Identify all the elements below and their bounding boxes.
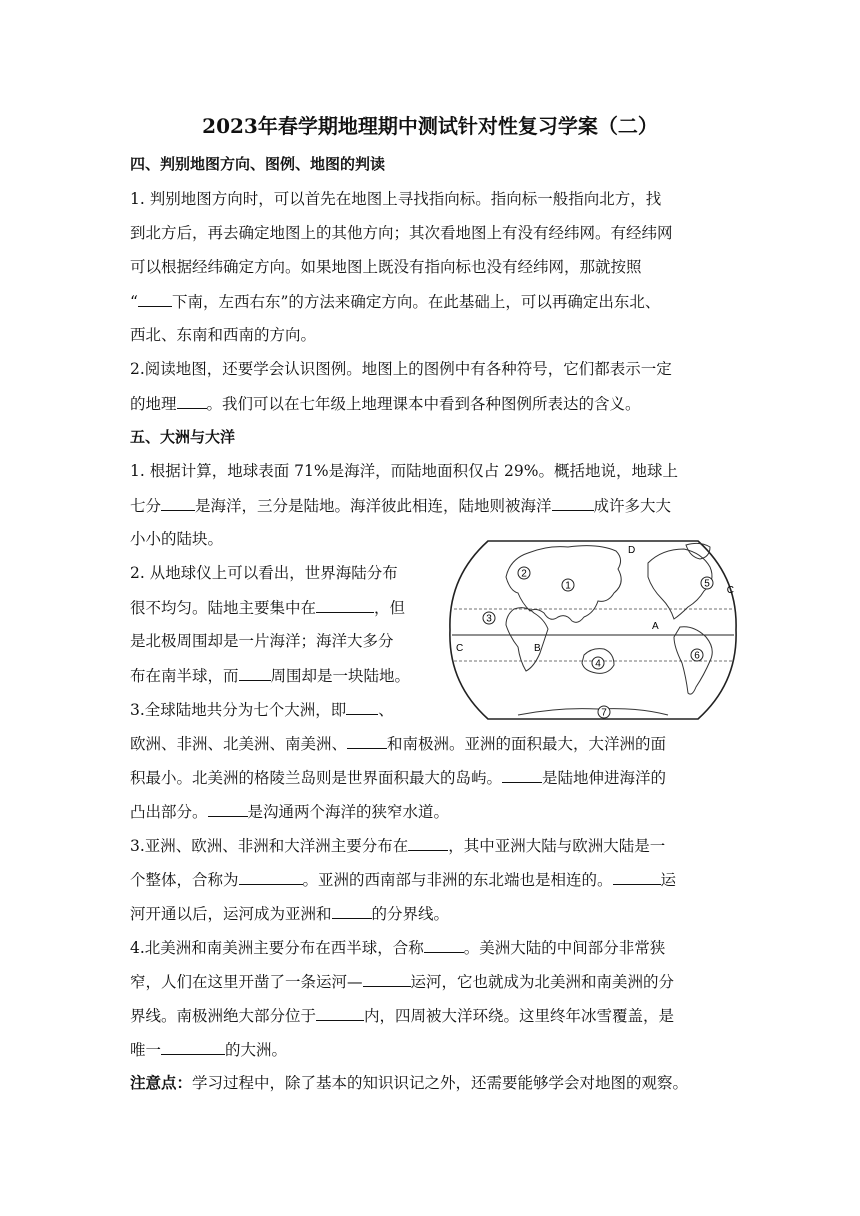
answer-blank[interactable] <box>316 1004 364 1021</box>
text: 和南极洲。亚洲的面积最大，大洋洲的面 <box>387 735 667 753</box>
marker-7-label: 7 <box>601 707 607 719</box>
marker-3 <box>483 612 495 625</box>
marker-2-label: 2 <box>521 568 527 580</box>
answer-blank[interactable] <box>424 936 464 953</box>
s4-p1-line3: 可以根据经纬确定方向。如果地图上既没有指向标也没有经纬网，那就按照 <box>130 258 642 276</box>
marker-7 <box>598 706 610 719</box>
label-C-right: C <box>726 585 734 596</box>
answer-blank[interactable] <box>363 970 411 987</box>
marker-5-label: 5 <box>704 578 710 590</box>
text: 欧洲、非洲、北美洲、南美洲、 <box>130 735 348 753</box>
marker-5 <box>701 577 713 590</box>
marker-1-label: 1 <box>565 580 571 592</box>
text: 的分界线。 <box>371 905 450 923</box>
answer-blank[interactable] <box>177 392 207 409</box>
marker-2 <box>518 567 530 580</box>
s5-p3-line1 <box>130 698 394 721</box>
text: 运 <box>660 871 677 889</box>
text: 、 <box>378 701 394 719</box>
s5-p4-line2 <box>130 868 676 891</box>
s4-p2-line1: 2.阅读地图，还要学会认识图例。地图上的图例中有各种符号，它们都表示一定 <box>130 360 672 378</box>
text: 窄，人们在这里开凿了一条运河— <box>130 973 363 991</box>
answer-blank[interactable] <box>408 834 448 851</box>
answer-blank[interactable] <box>346 698 378 715</box>
text: 河开通以后，运河成为亚洲和 <box>130 905 332 923</box>
label-A: A <box>652 621 659 632</box>
s4-p1-line4 <box>130 290 660 313</box>
marker-6-label: 6 <box>694 650 700 662</box>
text: 唯一 <box>130 1041 162 1059</box>
label-D: D <box>628 545 636 556</box>
text: 的地理 <box>130 395 177 413</box>
text: 布在南半球，而 <box>130 667 239 685</box>
text: ，但 <box>374 599 406 617</box>
text: 3.亚洲、欧洲、非洲和大洋洲主要分布在 <box>130 837 409 855</box>
s5-p5-line4 <box>130 1038 287 1061</box>
text: 的大洲。 <box>225 1041 288 1059</box>
s5-p1-line1: 1. 根据计算，地球表面 71%是海洋，而陆地面积仅占 29%。概括地说，地球上 <box>130 462 678 480</box>
text: 。亚洲的西南部与非洲的东北端也是相连的。 <box>302 871 613 889</box>
s5-p2-line3: 是北极周围却是一片海洋；海洋大多分 <box>130 632 394 650</box>
answer-blank[interactable] <box>552 494 594 511</box>
text: 凸出部分。 <box>130 803 208 821</box>
answer-blank[interactable] <box>138 290 172 307</box>
s5-p5-line2 <box>130 970 674 993</box>
s4-p1-line1: 1. 判别地图方向时，可以首先在地图上寻找指向标。指向标一般指向北方，找 <box>130 190 662 208</box>
page-title: 2023年春学期地理期中测试针对性复习学案（二） <box>202 114 658 138</box>
answer-blank[interactable] <box>502 766 542 783</box>
answer-blank[interactable] <box>161 494 195 511</box>
answer-blank[interactable] <box>316 596 374 613</box>
s5-p3-line4 <box>130 800 449 823</box>
note-text: 学习过程中，除了基本的知识识记之外，还需要能够学会对地图的观察。 <box>192 1074 689 1092</box>
s5-p1-line3: 小小的陆块。 <box>130 530 224 548</box>
note-label: 注意点： <box>130 1074 193 1092</box>
text: 3.全球陆地共分为七个大洲，即 <box>130 701 347 719</box>
text: 积最小。北美洲的格陵兰岛则是世界面积最大的岛屿。 <box>130 769 503 787</box>
answer-blank[interactable] <box>613 868 661 885</box>
text: 下南，左西右东”的方法来确定方向。在此基础上，可以再确定出东北、 <box>171 293 661 311</box>
marker-3-label: 3 <box>486 613 492 625</box>
text: 界线。南极洲绝大部分位于 <box>130 1007 317 1025</box>
text: 成许多大大 <box>593 497 672 515</box>
text: 七分 <box>130 497 162 515</box>
text: 。美洲大陆的中间部分非常狭 <box>463 939 666 957</box>
text: “ <box>130 293 138 311</box>
s5-p4-line1 <box>130 834 665 857</box>
text: 4.北美洲和南美洲主要分布在西半球，合称 <box>130 939 424 957</box>
s4-p1-line5: 西北、东南和西南的方向。 <box>130 326 317 344</box>
label-C-left: C <box>456 643 464 654</box>
s5-p5-line3 <box>130 1004 674 1027</box>
text: 个整体，合称为 <box>130 871 239 889</box>
note-line <box>130 1072 688 1094</box>
answer-blank[interactable] <box>208 800 248 817</box>
text: ，其中亚洲大陆与欧洲大陆是一 <box>448 837 666 855</box>
text: 内，四周被大洋环绕。这里终年冰雪覆盖，是 <box>364 1007 675 1025</box>
s5-p3-line2 <box>130 732 666 755</box>
answer-blank[interactable] <box>347 732 387 749</box>
section-5-heading: 五、大洲与大洋 <box>130 428 236 446</box>
answer-blank[interactable] <box>161 1038 225 1055</box>
answer-blank[interactable] <box>332 902 372 919</box>
s5-p2-line2 <box>130 596 405 619</box>
text: 。我们可以在七年级上地理课本中看到各种图例所表达的含义。 <box>206 395 641 413</box>
text: 很不均匀。陆地主要集中在 <box>130 599 317 617</box>
answer-blank[interactable] <box>239 664 271 681</box>
s5-p2-line1: 2. 从地球仪上可以看出，世界海陆分布 <box>130 564 398 582</box>
answer-blank[interactable] <box>239 868 303 885</box>
s5-p1-line2 <box>130 494 671 517</box>
marker-4-label: 4 <box>595 658 601 670</box>
text: 是沟通两个海洋的狭窄水道。 <box>247 803 450 821</box>
text: 是陆地伸进海洋的 <box>542 769 667 787</box>
world-map-figure <box>448 537 738 723</box>
marker-4 <box>592 657 604 670</box>
marker-1 <box>562 579 574 592</box>
s5-p5-line1 <box>130 936 665 959</box>
text: 运河，它也就成为北美洲和南美洲的分 <box>410 973 675 991</box>
section-4-heading: 四、判别地图方向、图例、地图的判读 <box>130 155 386 173</box>
s4-p2-line2 <box>130 392 641 415</box>
s4-p1-line2: 到北方后，再去确定地图上的其他方向；其次看地图上有没有经纬网。有经纬网 <box>130 224 673 242</box>
text: 是海洋，三分是陆地。海洋彼此相连，陆地则被海洋 <box>195 497 552 515</box>
label-B: B <box>534 643 541 654</box>
text: 周围却是一块陆地。 <box>270 667 411 685</box>
s5-p4-line3 <box>130 902 449 925</box>
s5-p3-line3 <box>130 766 666 789</box>
s5-p2-line4 <box>130 664 410 687</box>
